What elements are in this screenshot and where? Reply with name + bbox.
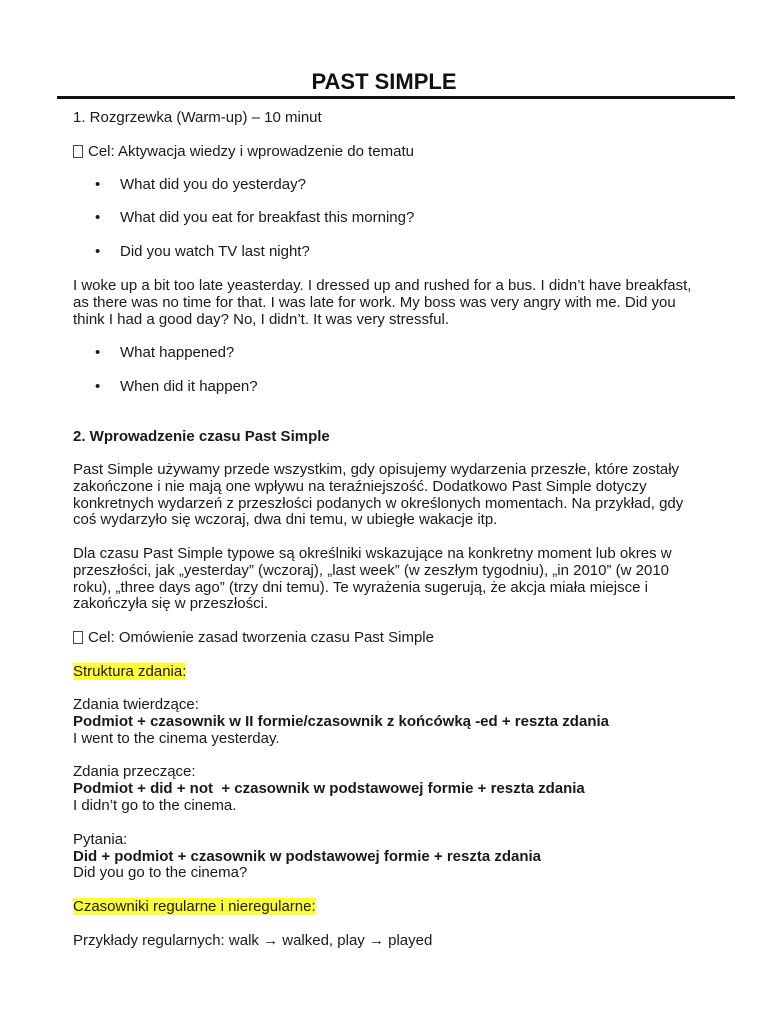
warmup-question: Did you watch TV last night? [120,243,310,260]
section2-goal-text: Cel: Omówienie zasad tworzenia czasu Past Simple [88,629,434,646]
questions-label: Pytania: [73,831,128,848]
questions-formula: Did + podmiot + czasownik w podstawowej formie + reszta zdania [73,848,542,865]
story-question: When did it happen? [120,378,258,395]
highlighted-heading: Czasowniki regularne i nieregularne: [73,898,316,915]
section2-heading: 2. Wprowadzenie czasu Past Simple [73,428,330,445]
missing-glyph-icon [73,631,83,644]
affirmative-example: I went to the cinema yesterday. [73,730,280,747]
bullet-icon: • [95,378,101,395]
bullet-icon: • [95,176,101,193]
section1-goal-text: Cel: Aktywacja wiedzy i wprowadzenie do tematu [88,143,414,160]
affirmative-formula: Podmiot + czasownik w II formie/czasownik z końcówką -ed + reszta zdania [73,713,609,730]
warmup-question: What did you eat for breakfast this morning? [120,209,415,226]
page-title: PAST SIMPLE [311,69,457,94]
section2-paragraph-1: Past Simple używamy przede wszystkim, gdy opisujemy wydarzenia przeszłe, które zostały zakończone i nie mają one wpływu na teraźniejszość. Dodatkowo Past Simple dotyczy konkretnych wydarzeń z przeszłości podanych w określonych momentach. Na przykład, gdy coś wydarzyło się wczoraj, dwa dni temu, w ubiegłe wakacje itp. [73,461,684,529]
questions-example: Did you go to the cinema? [73,864,248,881]
bullet-icon: • [95,209,101,226]
section1-goal [73,144,695,161]
section1-heading: 1. Rozgrzewka (Warm-up) – 10 minut [73,109,322,126]
bullet-icon: • [95,344,101,361]
section2-goal [73,630,695,647]
negative-example: I didn’t go to the cinema. [73,797,237,814]
story-paragraph: I woke up a bit too late yeasterday. I dressed up and rushed for a bus. I didn’t have breakfast, as there was no time for that. I was late for work. My boss was very angry with me. Did you think I had a good day? No, I didn’t. It was very stressful. [73,277,692,328]
negative-label: Zdania przeczące: [73,763,196,780]
title-rule [57,96,735,99]
negative-formula: Podmiot + did + not + czasownik w podstawowej formie + reszta zdania [73,780,585,797]
highlighted-heading: Struktura zdania: [73,663,187,680]
affirmative-label: Zdania twierdzące: [73,696,199,713]
section2-paragraph-2: Dla czasu Past Simple typowe są określniki wskazujące na konkretny moment lub okres w przeszłości, jak „yesterday” (wczoraj), „last week” (w zeszłym tygodniu), „in 2010” (w 2010 roku), „three days ago” (trzy dni temu). Te wyrażenia sugerują, że akcja miała miejsce i zakończyła się w przeszłości. [73,545,672,613]
warmup-question: What did you do yesterday? [120,176,306,193]
structure-heading [73,664,695,681]
missing-glyph-icon [73,145,83,158]
regular-examples: Przykłady regularnych: walk → walked, play → played [73,932,433,949]
verbs-heading [73,899,695,916]
story-question: What happened? [120,344,235,361]
bullet-icon: • [95,243,101,260]
